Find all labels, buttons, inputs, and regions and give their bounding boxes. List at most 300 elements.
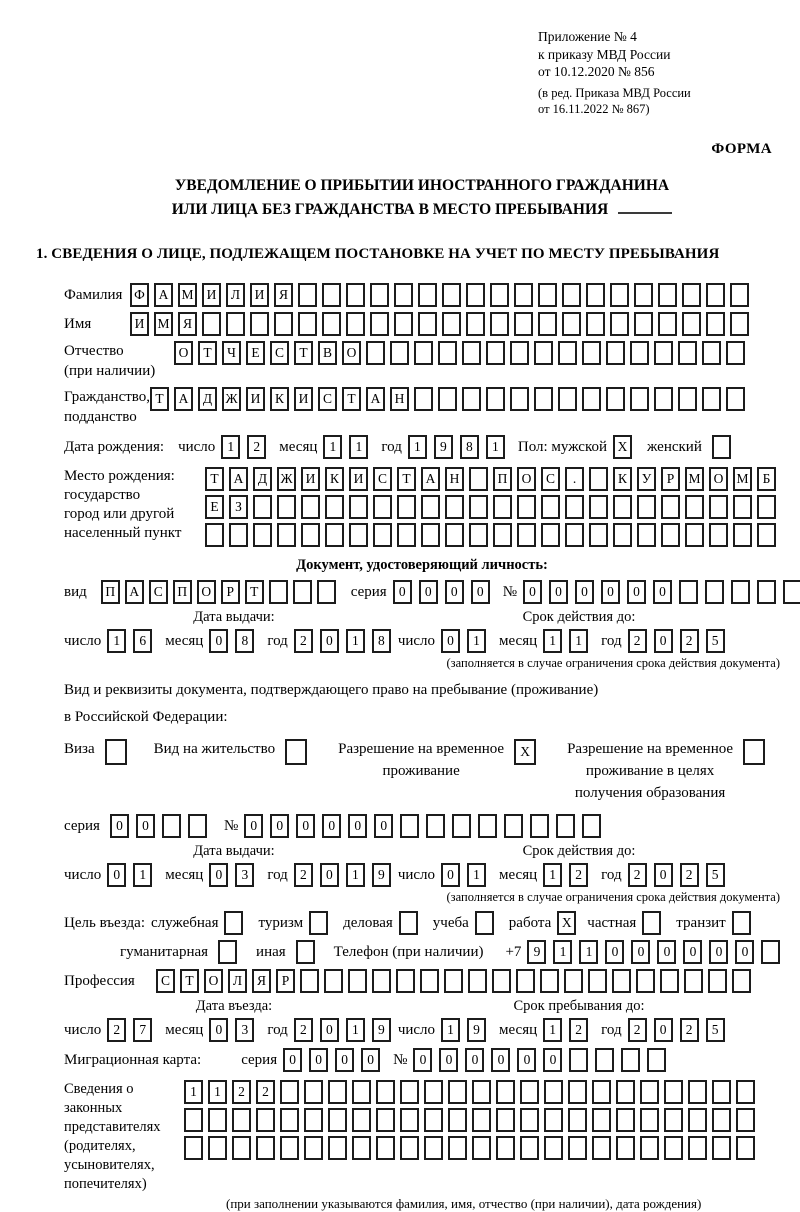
char-cell[interactable]: 2 xyxy=(294,629,313,653)
char-cell[interactable] xyxy=(400,814,419,838)
char-cell[interactable] xyxy=(452,814,471,838)
char-cell[interactable]: Д xyxy=(253,467,272,491)
char-cell[interactable] xyxy=(229,523,248,547)
char-cell[interactable] xyxy=(218,940,237,964)
char-cell[interactable]: 0 xyxy=(654,629,673,653)
char-cell[interactable] xyxy=(726,341,745,365)
char-cell[interactable] xyxy=(534,387,553,411)
char-cell[interactable] xyxy=(757,495,776,519)
char-cell[interactable] xyxy=(664,1080,683,1104)
char-cell[interactable] xyxy=(743,739,765,765)
char-cell[interactable]: Б xyxy=(757,467,776,491)
char-cell[interactable] xyxy=(702,387,721,411)
char-cell[interactable] xyxy=(280,1136,299,1160)
char-cell[interactable] xyxy=(589,467,608,491)
char-cell[interactable]: 0 xyxy=(439,1048,458,1072)
char-cell[interactable] xyxy=(757,580,776,604)
char-cell[interactable] xyxy=(544,1108,563,1132)
char-cell[interactable] xyxy=(469,467,488,491)
char-cell[interactable]: 1 xyxy=(467,863,486,887)
char-cell[interactable]: Ж xyxy=(277,467,296,491)
char-cell[interactable] xyxy=(544,1136,563,1160)
char-cell[interactable]: Ж xyxy=(222,387,241,411)
char-cell[interactable]: 2 xyxy=(107,1018,126,1042)
char-cell[interactable] xyxy=(397,523,416,547)
char-cell[interactable] xyxy=(304,1108,323,1132)
char-cell[interactable] xyxy=(426,814,445,838)
char-cell[interactable] xyxy=(256,1136,275,1160)
char-cell[interactable] xyxy=(325,523,344,547)
char-cell[interactable] xyxy=(208,1108,227,1132)
char-cell[interactable] xyxy=(448,1108,467,1132)
char-cell[interactable] xyxy=(322,312,341,336)
char-cell[interactable]: 9 xyxy=(434,435,453,459)
char-cell[interactable]: П xyxy=(493,467,512,491)
char-cell[interactable] xyxy=(370,283,389,307)
char-cell[interactable] xyxy=(538,283,557,307)
char-cell[interactable] xyxy=(486,387,505,411)
char-cell[interactable]: 0 xyxy=(627,580,646,604)
char-cell[interactable] xyxy=(472,1136,491,1160)
char-cell[interactable]: 1 xyxy=(441,1018,460,1042)
char-cell[interactable]: Т xyxy=(294,341,313,365)
char-cell[interactable] xyxy=(582,341,601,365)
char-cell[interactable] xyxy=(565,495,584,519)
char-cell[interactable] xyxy=(304,1080,323,1104)
char-cell[interactable] xyxy=(558,341,577,365)
char-cell[interactable]: М xyxy=(685,467,704,491)
char-cell[interactable]: О xyxy=(709,467,728,491)
char-cell[interactable]: 2 xyxy=(628,863,647,887)
char-cell[interactable] xyxy=(732,911,751,935)
char-cell[interactable]: К xyxy=(270,387,289,411)
char-cell[interactable] xyxy=(296,940,315,964)
char-cell[interactable] xyxy=(300,969,319,993)
char-cell[interactable]: 0 xyxy=(441,629,460,653)
char-cell[interactable] xyxy=(352,1080,371,1104)
char-cell[interactable] xyxy=(421,495,440,519)
char-cell[interactable]: 0 xyxy=(653,580,672,604)
char-cell[interactable] xyxy=(736,1080,755,1104)
char-cell[interactable] xyxy=(586,312,605,336)
char-cell[interactable]: 9 xyxy=(527,940,546,964)
char-cell[interactable]: 0 xyxy=(441,863,460,887)
char-cell[interactable] xyxy=(346,283,365,307)
char-cell[interactable]: П xyxy=(101,580,120,604)
char-cell[interactable]: X xyxy=(613,435,632,459)
char-cell[interactable]: 1 xyxy=(323,435,342,459)
char-cell[interactable] xyxy=(660,969,679,993)
char-cell[interactable] xyxy=(496,1108,515,1132)
char-cell[interactable]: 8 xyxy=(235,629,254,653)
char-cell[interactable] xyxy=(613,523,632,547)
char-cell[interactable]: 0 xyxy=(445,580,464,604)
char-cell[interactable]: 3 xyxy=(235,1018,254,1042)
char-cell[interactable] xyxy=(442,283,461,307)
char-cell[interactable] xyxy=(688,1080,707,1104)
char-cell[interactable]: И xyxy=(349,467,368,491)
char-cell[interactable] xyxy=(530,814,549,838)
char-cell[interactable] xyxy=(637,523,656,547)
char-cell[interactable]: 0 xyxy=(471,580,490,604)
char-cell[interactable] xyxy=(348,969,367,993)
char-cell[interactable]: Д xyxy=(198,387,217,411)
char-cell[interactable]: И xyxy=(130,312,149,336)
char-cell[interactable]: 2 xyxy=(569,1018,588,1042)
char-cell[interactable] xyxy=(462,341,481,365)
char-cell[interactable]: 0 xyxy=(523,580,542,604)
char-cell[interactable] xyxy=(352,1136,371,1160)
char-cell[interactable]: 6 xyxy=(133,629,152,653)
char-cell[interactable] xyxy=(280,1080,299,1104)
char-cell[interactable] xyxy=(322,283,341,307)
char-cell[interactable] xyxy=(373,495,392,519)
char-cell[interactable]: 0 xyxy=(209,1018,228,1042)
char-cell[interactable]: А xyxy=(421,467,440,491)
char-cell[interactable] xyxy=(616,1136,635,1160)
char-cell[interactable]: 0 xyxy=(575,580,594,604)
char-cell[interactable]: 0 xyxy=(322,814,341,838)
char-cell[interactable]: У xyxy=(637,467,656,491)
char-cell[interactable]: Т xyxy=(205,467,224,491)
char-cell[interactable] xyxy=(730,283,749,307)
char-cell[interactable] xyxy=(162,814,181,838)
char-cell[interactable] xyxy=(301,523,320,547)
char-cell[interactable]: Я xyxy=(274,283,293,307)
char-cell[interactable]: 0 xyxy=(413,1048,432,1072)
char-cell[interactable] xyxy=(184,1136,203,1160)
char-cell[interactable]: 1 xyxy=(346,1018,365,1042)
char-cell[interactable]: К xyxy=(325,467,344,491)
char-cell[interactable] xyxy=(726,387,745,411)
char-cell[interactable] xyxy=(208,1136,227,1160)
char-cell[interactable] xyxy=(588,969,607,993)
char-cell[interactable]: 0 xyxy=(465,1048,484,1072)
char-cell[interactable] xyxy=(634,312,653,336)
char-cell[interactable] xyxy=(514,312,533,336)
char-cell[interactable] xyxy=(654,387,673,411)
char-cell[interactable] xyxy=(328,1080,347,1104)
char-cell[interactable] xyxy=(592,1108,611,1132)
char-cell[interactable] xyxy=(706,312,725,336)
char-cell[interactable] xyxy=(640,1108,659,1132)
char-cell[interactable]: 0 xyxy=(320,629,339,653)
char-cell[interactable]: 5 xyxy=(706,1018,725,1042)
char-cell[interactable] xyxy=(472,1080,491,1104)
char-cell[interactable]: 0 xyxy=(631,940,650,964)
char-cell[interactable] xyxy=(568,1136,587,1160)
char-cell[interactable] xyxy=(469,523,488,547)
char-cell[interactable] xyxy=(352,1108,371,1132)
char-cell[interactable]: Л xyxy=(226,283,245,307)
char-cell[interactable]: 0 xyxy=(517,1048,536,1072)
char-cell[interactable]: 3 xyxy=(235,863,254,887)
char-cell[interactable] xyxy=(414,387,433,411)
char-cell[interactable] xyxy=(366,341,385,365)
char-cell[interactable] xyxy=(205,523,224,547)
char-cell[interactable]: 0 xyxy=(605,940,624,964)
char-cell[interactable]: И xyxy=(246,387,265,411)
char-cell[interactable] xyxy=(732,969,751,993)
char-cell[interactable]: Т xyxy=(150,387,169,411)
char-cell[interactable]: 2 xyxy=(256,1080,275,1104)
char-cell[interactable]: Т xyxy=(198,341,217,365)
char-cell[interactable] xyxy=(679,580,698,604)
char-cell[interactable] xyxy=(424,1108,443,1132)
char-cell[interactable]: 0 xyxy=(657,940,676,964)
char-cell[interactable]: 1 xyxy=(553,940,572,964)
char-cell[interactable] xyxy=(565,523,584,547)
char-cell[interactable] xyxy=(613,495,632,519)
char-cell[interactable]: 0 xyxy=(209,629,228,653)
char-cell[interactable]: 1 xyxy=(349,435,368,459)
char-cell[interactable] xyxy=(496,1136,515,1160)
char-cell[interactable]: А xyxy=(154,283,173,307)
char-cell[interactable] xyxy=(285,739,307,765)
char-cell[interactable]: С xyxy=(318,387,337,411)
char-cell[interactable]: 1 xyxy=(184,1080,203,1104)
char-cell[interactable] xyxy=(688,1136,707,1160)
char-cell[interactable] xyxy=(517,495,536,519)
char-cell[interactable] xyxy=(520,1136,539,1160)
char-cell[interactable]: 9 xyxy=(372,863,391,887)
char-cell[interactable]: 0 xyxy=(491,1048,510,1072)
char-cell[interactable] xyxy=(616,1108,635,1132)
char-cell[interactable]: 0 xyxy=(244,814,263,838)
char-cell[interactable]: 1 xyxy=(208,1080,227,1104)
char-cell[interactable]: X xyxy=(514,739,536,765)
char-cell[interactable]: 0 xyxy=(296,814,315,838)
char-cell[interactable] xyxy=(783,580,800,604)
char-cell[interactable] xyxy=(582,387,601,411)
char-cell[interactable] xyxy=(445,523,464,547)
char-cell[interactable] xyxy=(466,283,485,307)
char-cell[interactable] xyxy=(688,1108,707,1132)
char-cell[interactable] xyxy=(634,283,653,307)
char-cell[interactable]: 0 xyxy=(735,940,754,964)
char-cell[interactable] xyxy=(684,969,703,993)
char-cell[interactable]: 1 xyxy=(408,435,427,459)
char-cell[interactable] xyxy=(709,523,728,547)
char-cell[interactable]: 0 xyxy=(374,814,393,838)
char-cell[interactable]: С xyxy=(541,467,560,491)
char-cell[interactable] xyxy=(664,1108,683,1132)
char-cell[interactable] xyxy=(589,523,608,547)
char-cell[interactable] xyxy=(682,283,701,307)
char-cell[interactable]: О xyxy=(174,341,193,365)
char-cell[interactable] xyxy=(592,1136,611,1160)
char-cell[interactable]: 0 xyxy=(320,863,339,887)
char-cell[interactable]: 5 xyxy=(706,863,725,887)
char-cell[interactable] xyxy=(293,580,312,604)
char-cell[interactable] xyxy=(396,969,415,993)
char-cell[interactable] xyxy=(630,341,649,365)
char-cell[interactable] xyxy=(256,1108,275,1132)
char-cell[interactable] xyxy=(592,1080,611,1104)
char-cell[interactable] xyxy=(705,580,724,604)
char-cell[interactable] xyxy=(595,1048,614,1072)
char-cell[interactable] xyxy=(442,312,461,336)
char-cell[interactable]: Л xyxy=(228,969,247,993)
char-cell[interactable] xyxy=(702,341,721,365)
char-cell[interactable] xyxy=(372,969,391,993)
char-cell[interactable] xyxy=(188,814,207,838)
char-cell[interactable]: Я xyxy=(178,312,197,336)
char-cell[interactable] xyxy=(274,312,293,336)
char-cell[interactable]: 0 xyxy=(136,814,155,838)
char-cell[interactable]: 1 xyxy=(543,629,562,653)
char-cell[interactable]: 0 xyxy=(283,1048,302,1072)
char-cell[interactable]: 0 xyxy=(309,1048,328,1072)
char-cell[interactable] xyxy=(582,814,601,838)
char-cell[interactable]: . xyxy=(565,467,584,491)
char-cell[interactable] xyxy=(269,580,288,604)
char-cell[interactable]: М xyxy=(178,283,197,307)
char-cell[interactable] xyxy=(400,1108,419,1132)
char-cell[interactable]: К xyxy=(613,467,632,491)
char-cell[interactable]: О xyxy=(517,467,536,491)
char-cell[interactable] xyxy=(678,387,697,411)
char-cell[interactable] xyxy=(444,969,463,993)
char-cell[interactable] xyxy=(733,495,752,519)
char-cell[interactable]: 0 xyxy=(270,814,289,838)
char-cell[interactable] xyxy=(568,1080,587,1104)
char-cell[interactable]: О xyxy=(342,341,361,365)
char-cell[interactable] xyxy=(640,1080,659,1104)
char-cell[interactable]: И xyxy=(294,387,313,411)
char-cell[interactable] xyxy=(390,341,409,365)
char-cell[interactable] xyxy=(478,814,497,838)
char-cell[interactable]: 7 xyxy=(133,1018,152,1042)
char-cell[interactable]: 0 xyxy=(549,580,568,604)
char-cell[interactable]: 1 xyxy=(346,629,365,653)
char-cell[interactable] xyxy=(490,283,509,307)
char-cell[interactable]: 2 xyxy=(680,629,699,653)
char-cell[interactable] xyxy=(564,969,583,993)
char-cell[interactable] xyxy=(606,341,625,365)
char-cell[interactable] xyxy=(589,495,608,519)
char-cell[interactable] xyxy=(541,495,560,519)
char-cell[interactable] xyxy=(685,495,704,519)
char-cell[interactable] xyxy=(376,1108,395,1132)
char-cell[interactable]: 2 xyxy=(628,1018,647,1042)
char-cell[interactable]: 9 xyxy=(467,1018,486,1042)
char-cell[interactable] xyxy=(475,911,494,935)
char-cell[interactable] xyxy=(712,435,731,459)
char-cell[interactable] xyxy=(105,739,127,765)
char-cell[interactable]: И xyxy=(301,467,320,491)
char-cell[interactable]: 1 xyxy=(346,863,365,887)
char-cell[interactable]: 1 xyxy=(486,435,505,459)
char-cell[interactable] xyxy=(486,341,505,365)
char-cell[interactable]: 8 xyxy=(372,629,391,653)
char-cell[interactable]: Р xyxy=(661,467,680,491)
char-cell[interactable]: Е xyxy=(246,341,265,365)
char-cell[interactable] xyxy=(637,495,656,519)
char-cell[interactable]: Н xyxy=(445,467,464,491)
char-cell[interactable] xyxy=(712,1080,731,1104)
char-cell[interactable]: Т xyxy=(180,969,199,993)
char-cell[interactable] xyxy=(647,1048,666,1072)
char-cell[interactable]: 2 xyxy=(628,629,647,653)
char-cell[interactable] xyxy=(610,283,629,307)
char-cell[interactable]: 2 xyxy=(247,435,266,459)
char-cell[interactable] xyxy=(328,1136,347,1160)
char-cell[interactable] xyxy=(399,911,418,935)
char-cell[interactable]: Е xyxy=(205,495,224,519)
char-cell[interactable] xyxy=(610,312,629,336)
char-cell[interactable] xyxy=(538,312,557,336)
char-cell[interactable] xyxy=(658,312,677,336)
char-cell[interactable] xyxy=(569,1048,588,1072)
char-cell[interactable]: 0 xyxy=(709,940,728,964)
char-cell[interactable] xyxy=(544,1080,563,1104)
char-cell[interactable] xyxy=(301,495,320,519)
char-cell[interactable]: З xyxy=(229,495,248,519)
char-cell[interactable] xyxy=(414,341,433,365)
char-cell[interactable] xyxy=(556,814,575,838)
char-cell[interactable] xyxy=(562,312,581,336)
char-cell[interactable]: 9 xyxy=(372,1018,391,1042)
char-cell[interactable]: 2 xyxy=(294,863,313,887)
char-cell[interactable]: С xyxy=(373,467,392,491)
char-cell[interactable] xyxy=(510,387,529,411)
char-cell[interactable]: 1 xyxy=(543,863,562,887)
char-cell[interactable]: 5 xyxy=(706,629,725,653)
char-cell[interactable]: И xyxy=(202,283,221,307)
char-cell[interactable] xyxy=(540,969,559,993)
char-cell[interactable]: А xyxy=(366,387,385,411)
char-cell[interactable] xyxy=(370,312,389,336)
char-cell[interactable] xyxy=(496,1080,515,1104)
char-cell[interactable] xyxy=(232,1108,251,1132)
char-cell[interactable]: 8 xyxy=(460,435,479,459)
char-cell[interactable]: В xyxy=(318,341,337,365)
char-cell[interactable] xyxy=(606,387,625,411)
char-cell[interactable] xyxy=(516,969,535,993)
char-cell[interactable]: 0 xyxy=(361,1048,380,1072)
char-cell[interactable] xyxy=(709,495,728,519)
char-cell[interactable] xyxy=(424,1080,443,1104)
char-cell[interactable]: 0 xyxy=(107,863,126,887)
char-cell[interactable] xyxy=(636,969,655,993)
char-cell[interactable]: 2 xyxy=(680,863,699,887)
char-cell[interactable]: С xyxy=(149,580,168,604)
char-cell[interactable] xyxy=(394,283,413,307)
char-cell[interactable]: А xyxy=(174,387,193,411)
char-cell[interactable] xyxy=(664,1136,683,1160)
char-cell[interactable]: 0 xyxy=(543,1048,562,1072)
char-cell[interactable]: 0 xyxy=(335,1048,354,1072)
char-cell[interactable]: Р xyxy=(221,580,240,604)
char-cell[interactable] xyxy=(678,341,697,365)
char-cell[interactable] xyxy=(642,911,661,935)
char-cell[interactable] xyxy=(541,523,560,547)
char-cell[interactable]: О xyxy=(204,969,223,993)
char-cell[interactable] xyxy=(253,523,272,547)
char-cell[interactable]: 2 xyxy=(569,863,588,887)
char-cell[interactable] xyxy=(708,969,727,993)
char-cell[interactable]: 1 xyxy=(569,629,588,653)
char-cell[interactable]: 0 xyxy=(320,1018,339,1042)
char-cell[interactable] xyxy=(394,312,413,336)
char-cell[interactable]: 1 xyxy=(467,629,486,653)
char-cell[interactable] xyxy=(621,1048,640,1072)
char-cell[interactable]: 1 xyxy=(543,1018,562,1042)
char-cell[interactable] xyxy=(376,1080,395,1104)
char-cell[interactable]: Ч xyxy=(222,341,241,365)
char-cell[interactable] xyxy=(298,283,317,307)
